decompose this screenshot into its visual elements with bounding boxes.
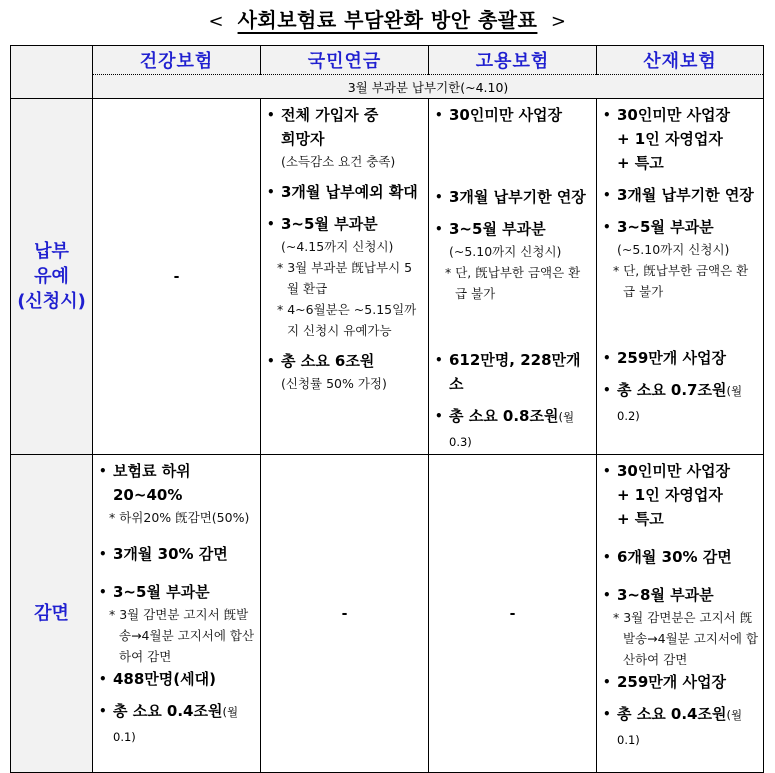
bullet-icon: • (603, 464, 611, 478)
bullet-icon: • (603, 351, 611, 365)
title-left-bracket: < (208, 11, 225, 32)
cell-reduction-health (93, 455, 261, 773)
footnote: * 단, 旣납부한 금액은 환급 불가 (445, 265, 581, 301)
item-text: 30인미만 사업장 (617, 106, 731, 124)
item-subtext: (월0.3) (449, 410, 575, 449)
bullet-icon: • (267, 108, 275, 122)
item-text: 총 소요 0.4조원 (113, 702, 223, 720)
item-text: 총 소요 0.7조원 (617, 381, 727, 399)
title-right-bracket: > (550, 11, 567, 32)
item-subtext: (월0.1) (617, 708, 743, 747)
item-text: 6개월 30% 감면 (617, 548, 732, 566)
list-item (435, 348, 592, 396)
list-item (603, 346, 759, 370)
item-text: + 1인 자영업자 (617, 130, 723, 148)
item-text: 3개월 납부예외 확대 (281, 183, 418, 201)
item-text: 희망자 (281, 130, 325, 148)
item-text: 3~8월 부과분 (617, 586, 714, 604)
list-item (435, 217, 592, 241)
list-item (603, 378, 759, 428)
list-item (99, 667, 256, 691)
item-text: 총 소요 6조원 (281, 352, 375, 370)
item-note: (~5.10까지 신청시) (449, 244, 562, 259)
row-label-reduction: 감면 (11, 455, 93, 773)
cell-reduction-pension: - (261, 455, 429, 773)
bullet-icon: • (603, 707, 611, 721)
item-text: 3~5월 부과분 (449, 220, 546, 238)
bullet-icon: • (603, 220, 611, 234)
item-subtext: (월0.2) (617, 384, 743, 423)
bullet-icon: • (435, 222, 443, 236)
col-header-employment: 고용보험 (429, 46, 597, 75)
list-item (99, 580, 256, 604)
list-item (603, 459, 759, 531)
bullet-icon: • (99, 704, 107, 718)
cell-deferral-employment (429, 99, 597, 455)
bullet-icon: • (603, 383, 611, 397)
bullet-icon: • (603, 550, 611, 564)
col-header-pension: 국민연금 (261, 46, 429, 75)
title-text: 사회보험료 부담완화 방안 총괄표 (237, 8, 538, 32)
list-item (435, 404, 592, 454)
bullet-icon: • (99, 672, 107, 686)
item-text: 20~40% (113, 486, 183, 504)
list-item (99, 699, 256, 749)
bullet-icon: • (99, 585, 107, 599)
header-row (11, 46, 764, 75)
row-label-deferral (11, 99, 93, 455)
bullet-icon: • (603, 588, 611, 602)
list-item (99, 542, 256, 566)
cell-reduction-industrial (597, 455, 764, 773)
bullet-icon: • (267, 354, 275, 368)
footnote: * 하위20% 旣감면(50%) (109, 510, 250, 525)
footnote: * 3월 감면분 고지서 旣발송→4월분 고지서에 합산하여 감면 (109, 607, 255, 664)
item-text: 612만명, 228만개소 (449, 351, 581, 393)
item-text: 259만개 사업장 (617, 673, 726, 691)
footnote: * 3월 부과분 旣납부시 5월 환급 (277, 260, 413, 296)
list-item (603, 183, 759, 207)
item-subtext: (월0.1) (113, 705, 239, 744)
bullet-icon: • (99, 464, 107, 478)
row-label-line: (신청시) (17, 291, 86, 312)
footnote: * 3월 감면분은 고지서 旣발송→4월분 고지서에 합산하여 감면 (613, 610, 759, 667)
bullet-icon: • (435, 190, 443, 204)
list-item (267, 103, 424, 151)
list-item (603, 103, 759, 175)
bullet-icon: • (267, 217, 275, 231)
item-text: 총 소요 0.8조원 (449, 407, 559, 425)
item-text: 3개월 30% 감면 (113, 545, 228, 563)
list-item (603, 670, 759, 694)
item-text: + 특고 (617, 510, 664, 528)
subheader-row (11, 75, 764, 99)
bullet-icon: • (435, 108, 443, 122)
list-item (267, 349, 424, 373)
footnote: * 4~6월분은 ~5.15일까지 신청시 유예가능 (277, 302, 417, 338)
item-text: 총 소요 0.4조원 (617, 705, 727, 723)
item-text: 전체 가입자 중 (281, 106, 379, 124)
item-text: 3개월 납부기한 연장 (449, 188, 586, 206)
bullet-icon: • (603, 675, 611, 689)
bullet-icon: • (435, 409, 443, 423)
row-label-line: 유예 (34, 266, 69, 287)
list-item (267, 180, 424, 204)
item-note: (~5.10까지 신청시) (617, 242, 730, 257)
bullet-icon: • (99, 547, 107, 561)
list-item (603, 215, 759, 239)
footnote: * 단, 旣납부한 금액은 환급 불가 (613, 263, 749, 299)
list-item (267, 212, 424, 236)
list-item (603, 702, 759, 752)
item-text: 보험료 하위 (113, 462, 191, 480)
bullet-icon: • (435, 353, 443, 367)
item-note: (~4.15까지 신청시) (281, 239, 394, 254)
summary-table (10, 45, 764, 773)
row-deferral (11, 99, 764, 455)
list-item (603, 545, 759, 569)
item-text: 259만개 사업장 (617, 349, 726, 367)
cell-deferral-health: - (93, 99, 261, 455)
row-label-line: 납부 (34, 241, 69, 262)
cell-deferral-industrial (597, 99, 764, 455)
row-reduction (11, 455, 764, 773)
list-item (603, 583, 759, 607)
col-header-health: 건강보험 (93, 46, 261, 75)
bullet-icon: • (267, 185, 275, 199)
bullet-icon: • (603, 188, 611, 202)
item-text: 3~5월 부과분 (281, 215, 378, 233)
page-title (0, 4, 775, 33)
item-note: (신청률 50% 가정) (281, 376, 387, 391)
corner-cell (11, 46, 93, 99)
list-item (435, 185, 592, 209)
item-text: 3~5월 부과분 (113, 583, 210, 601)
cell-reduction-employment: - (429, 455, 597, 773)
item-text: + 1인 자영업자 (617, 486, 723, 504)
list-item (435, 103, 592, 127)
col-header-industrial: 산재보험 (597, 46, 764, 75)
item-note: (소득감소 요건 충족) (281, 154, 396, 169)
item-text: 488만명(세대) (113, 670, 216, 688)
item-text: 3개월 납부기한 연장 (617, 186, 754, 204)
cell-deferral-pension (261, 99, 429, 455)
item-text: 30인미만 사업장 (617, 462, 731, 480)
list-item (99, 459, 256, 507)
item-text: 3~5월 부과분 (617, 218, 714, 236)
item-text: + 특고 (617, 154, 664, 172)
item-text: 30인미만 사업장 (449, 106, 563, 124)
bullet-icon: • (603, 108, 611, 122)
payment-deadline-note: 3월 부과분 납부기한(~4.10) (93, 75, 764, 99)
